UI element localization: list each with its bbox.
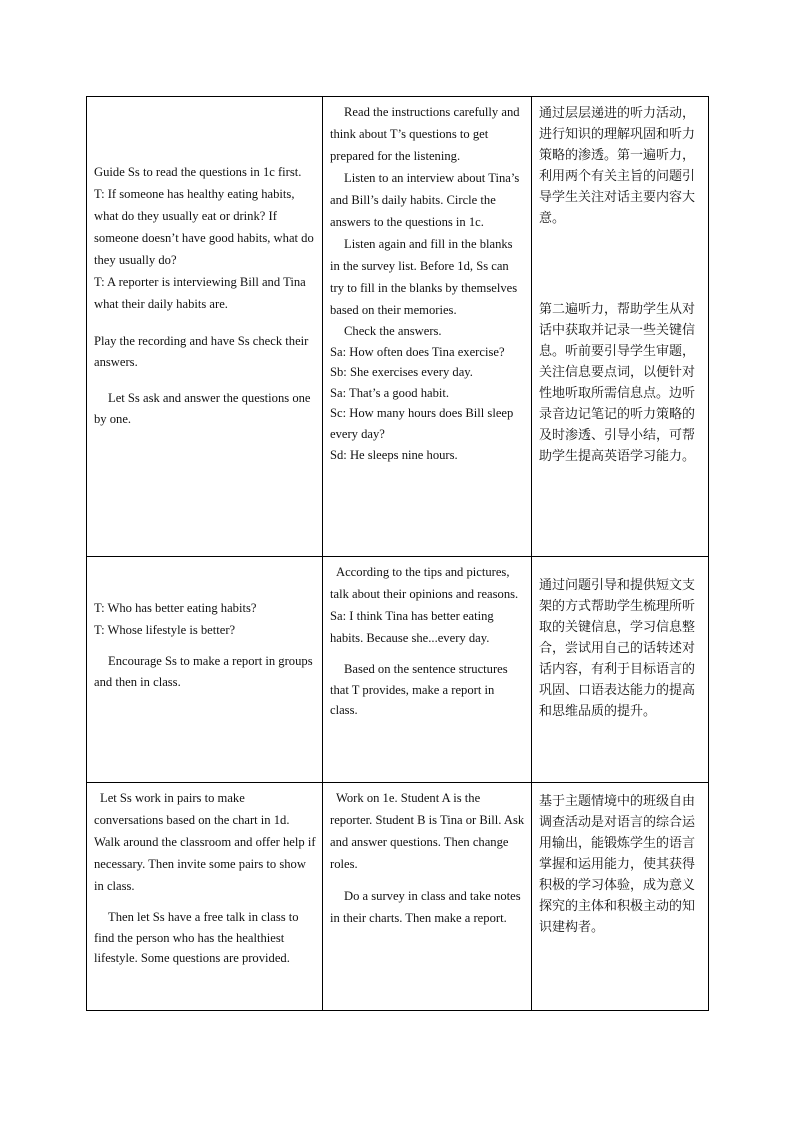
dialogue-line: Sa: That’s a good habit. bbox=[330, 385, 450, 400]
teacher-activity-cell bbox=[87, 783, 323, 1011]
student-activity-cell bbox=[323, 97, 532, 557]
paragraph: Listen again and fill in the blanks in the survey list. Before 1d, Ss can try to fill in the blanks by themselves based on their memories. bbox=[330, 237, 518, 317]
lesson-plan-table-wrapper bbox=[86, 96, 709, 1011]
dialogue-line: Sc: How many hours does Bill sleep every day? bbox=[330, 406, 514, 441]
paragraph: T: Whose lifestyle is better? bbox=[94, 623, 236, 637]
paragraph: Read the instructions carefully and think about T’s questions to get prepared for the listening. bbox=[330, 105, 520, 163]
paragraph: Encourage Ss to make a report in groups and then in class. bbox=[94, 654, 313, 689]
paragraph: Guide Ss to read the questions in 1c first. bbox=[94, 165, 302, 179]
design-intent-cell bbox=[532, 557, 709, 783]
lesson-plan-table bbox=[86, 96, 709, 1011]
paragraph: 通过问题引导和提供短文支架的方式帮助学生梳理所听取的关键信息，学习信息整合，尝试用自己的话转述对话内容，有利于目标语言的巩固、口语表达能力的提高和思维品质的提升。 bbox=[539, 578, 696, 719]
paragraph: Check the answers. bbox=[344, 324, 442, 338]
paragraph: Do a survey in class and take notes in their charts. Then make a report. bbox=[330, 889, 521, 925]
teacher-activity-cell bbox=[87, 557, 323, 783]
dialogue-line: Sd: He sleeps nine hours. bbox=[330, 448, 458, 462]
table-row bbox=[87, 557, 709, 783]
paragraph: Listen to an interview about Tina’s and Bill’s daily habits. Circle the answers to the questions in 1c. bbox=[330, 171, 520, 229]
table-row bbox=[87, 783, 709, 1011]
paragraph: Work on 1e. Student A is the reporter. Student B is Tina or Bill. Ask and answer questions. Then change roles. bbox=[330, 791, 525, 871]
paragraph: 第二遍听力，帮助学生从对话中获取并记录一些关键信息。听前要引导学生审题，关注信息要点词，以便针对性地听取所需信息点。边听录音边记笔记的听力策略的及时渗透、引导小结，可帮助学生提高英语学习能力。 bbox=[539, 302, 696, 464]
design-intent-cell bbox=[532, 97, 709, 557]
design-intent-cell bbox=[532, 783, 709, 1011]
dialogue-line: Sb: She exercises every day. bbox=[330, 365, 473, 379]
paragraph: 通过层层递进的听力活动，进行知识的理解巩固和听力策略的渗透。第一遍听力，利用两个有关主旨的问题引导学生关注对话主要内容大意。 bbox=[539, 106, 696, 226]
paragraph: T: If someone has healthy eating habits, what do they usually eat or drink? If someone doesn’t have good habits, what do they usually do? bbox=[94, 187, 314, 267]
teacher-activity-cell bbox=[87, 97, 323, 557]
paragraph: Let Ss ask and answer the questions one by one. bbox=[94, 391, 311, 426]
student-activity-cell bbox=[323, 783, 532, 1011]
table-row bbox=[87, 97, 709, 557]
paragraph: Then let Ss have a free talk in class to find the person who has the healthiest lifestyle. Some questions are provided. bbox=[94, 910, 299, 965]
paragraph: Let Ss work in pairs to make conversations based on the chart in 1d. Walk around the classroom and offer help if necessary. Then invite some pairs to show in class. bbox=[94, 791, 316, 893]
student-activity-cell bbox=[323, 557, 532, 783]
dialogue-line: Sa: How often does Tina exercise? bbox=[330, 344, 505, 359]
paragraph: Based on the sentence structures that T provides, make a report in class. bbox=[330, 662, 508, 717]
paragraph: T: A reporter is interviewing Bill and Tina what their daily habits are. bbox=[94, 275, 306, 311]
paragraph: According to the tips and pictures, talk about their opinions and reasons. bbox=[330, 565, 519, 601]
paragraph: 基于主题情境中的班级自由调查活动是对语言的综合运用输出，能锻炼学生的语言掌握和运用能力，使其获得积极的学习体验，成为意义探究的主体和积极主动的知识建构者。 bbox=[539, 794, 696, 935]
paragraph: T: Who has better eating habits? bbox=[94, 601, 257, 615]
paragraph: Play the recording and have Ss check their answers. bbox=[94, 334, 309, 369]
dialogue-line: Sa: I think Tina has better eating habits. Because she...every day. bbox=[330, 609, 494, 645]
